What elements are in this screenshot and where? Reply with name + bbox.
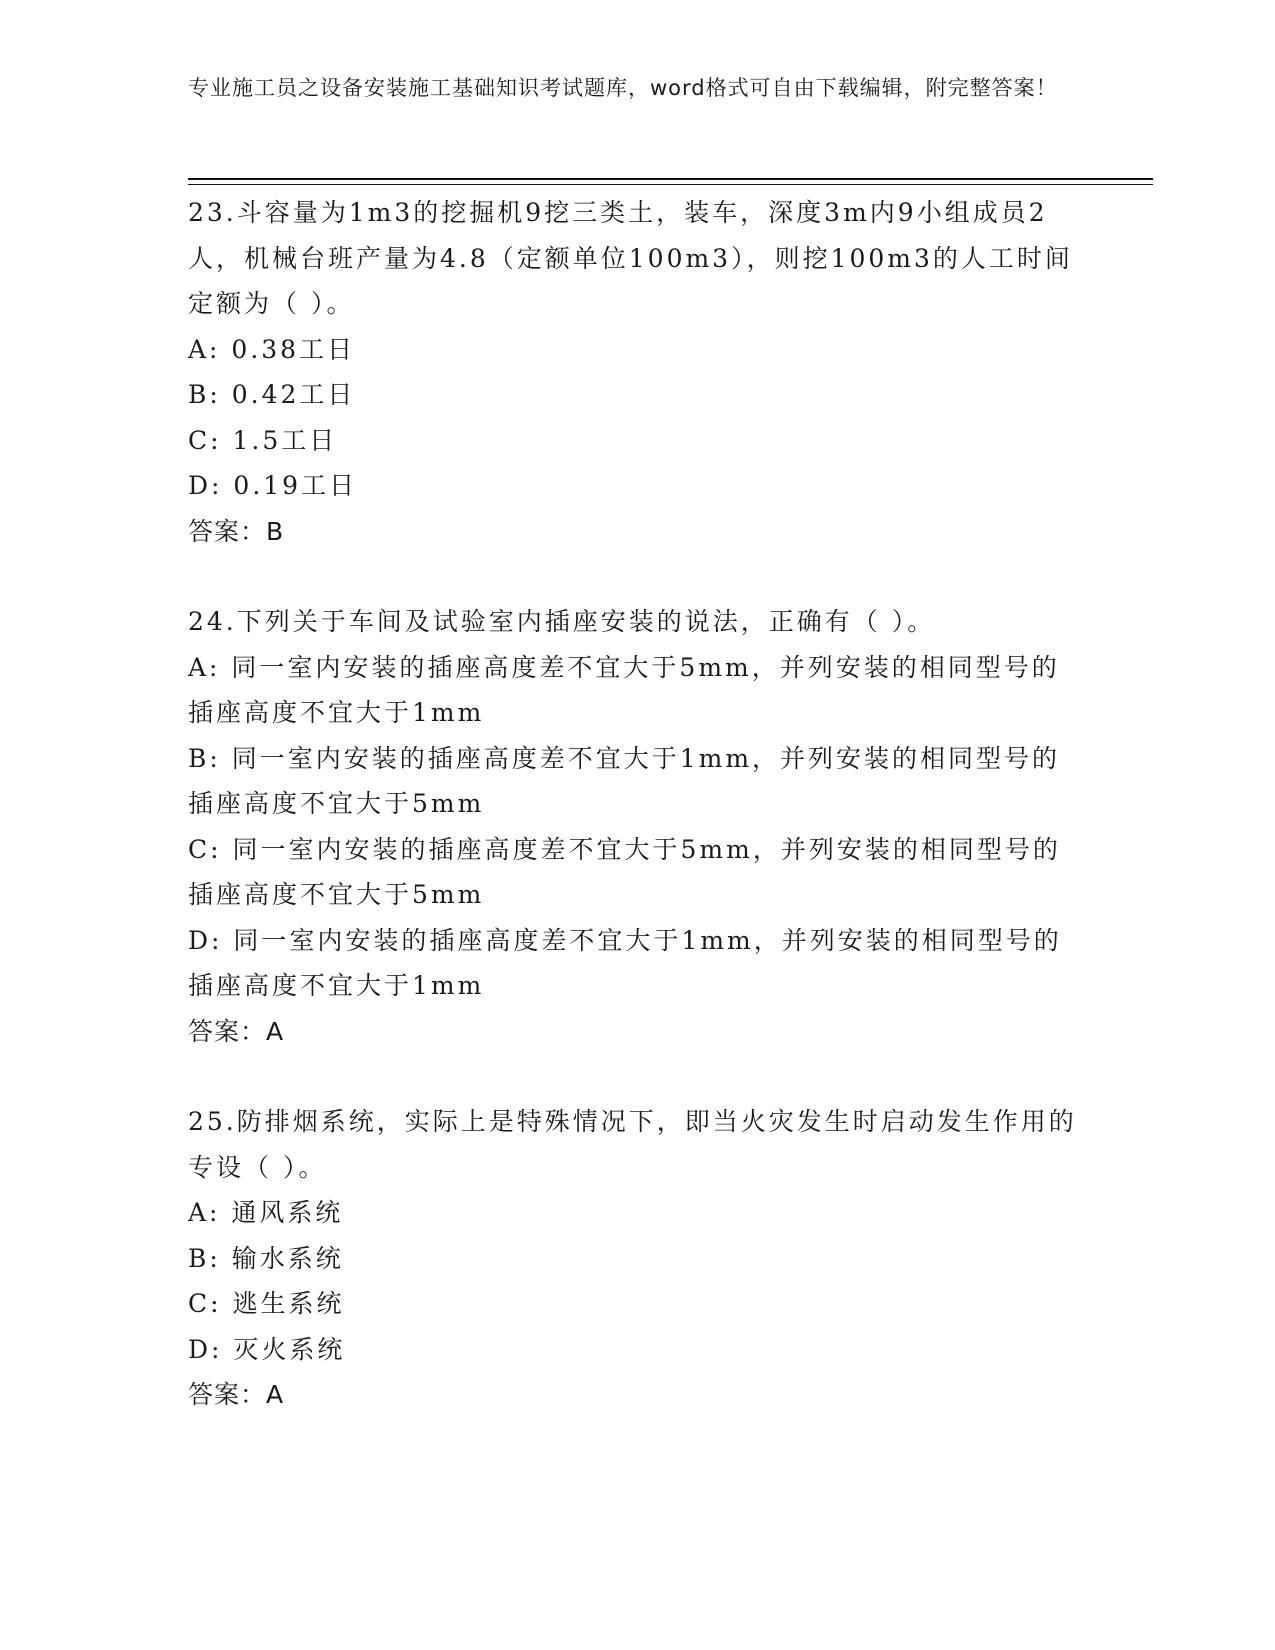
option-b: B: 输水系统	[188, 1243, 344, 1273]
option-b: B: 同一室内安装的插座高度差不宜大于1mm，并列安装的相同型号的插座高度不宜大于5mm	[188, 743, 1061, 818]
question-text: 23.斗容量为1m3的挖掘机9挖三类土，装车，深度3m内9小组成员2人，机械台班产量为4.8（定额单位100m3），则挖100m3的人工时间定额为（ ）。	[188, 198, 1073, 318]
option-a: A: 0.38工日	[188, 334, 356, 364]
question-23	[188, 190, 1078, 554]
option-a: A: 通风系统	[188, 1198, 344, 1227]
option-d: D: 灭火系统	[188, 1334, 346, 1364]
answer: 答案：A	[188, 1016, 285, 1046]
answer: 答案：B	[188, 516, 285, 546]
question-25	[188, 1099, 1078, 1418]
option-c: C: 1.5工日	[188, 425, 338, 455]
option-d: D: 同一室内安装的插座高度差不宜大于1mm，并列安装的相同型号的插座高度不宜大于1mm	[188, 925, 1062, 1000]
question-text: 24.下列关于车间及试验室内插座安装的说法，正确有（ ）。	[188, 607, 936, 636]
question-list	[188, 190, 1078, 1463]
header-divider-thin	[188, 184, 1153, 185]
document-header: 专业施工员之设备安装施工基础知识考试题库，word格式可自由下载编辑，附完整答案！	[188, 76, 1058, 100]
option-c: C: 逃生系统	[188, 1289, 345, 1318]
question-text: 25.防排烟系统，实际上是特殊情况下，即当火灾发生时启动发生作用的专设（ ）。	[188, 1107, 1077, 1182]
option-b: B: 0.42工日	[188, 380, 356, 409]
option-c: C: 同一室内安装的插座高度差不宜大于5mm，并列安装的相同型号的插座高度不宜大于5mm	[188, 834, 1061, 909]
header-divider-thick	[188, 178, 1153, 180]
question-24	[188, 599, 1078, 1054]
answer: 答案：A	[188, 1380, 285, 1409]
option-a: A: 同一室内安装的插座高度差不宜大于5mm，并列安装的相同型号的插座高度不宜大于1mm	[188, 652, 1060, 727]
option-d: D: 0.19工日	[188, 471, 358, 500]
